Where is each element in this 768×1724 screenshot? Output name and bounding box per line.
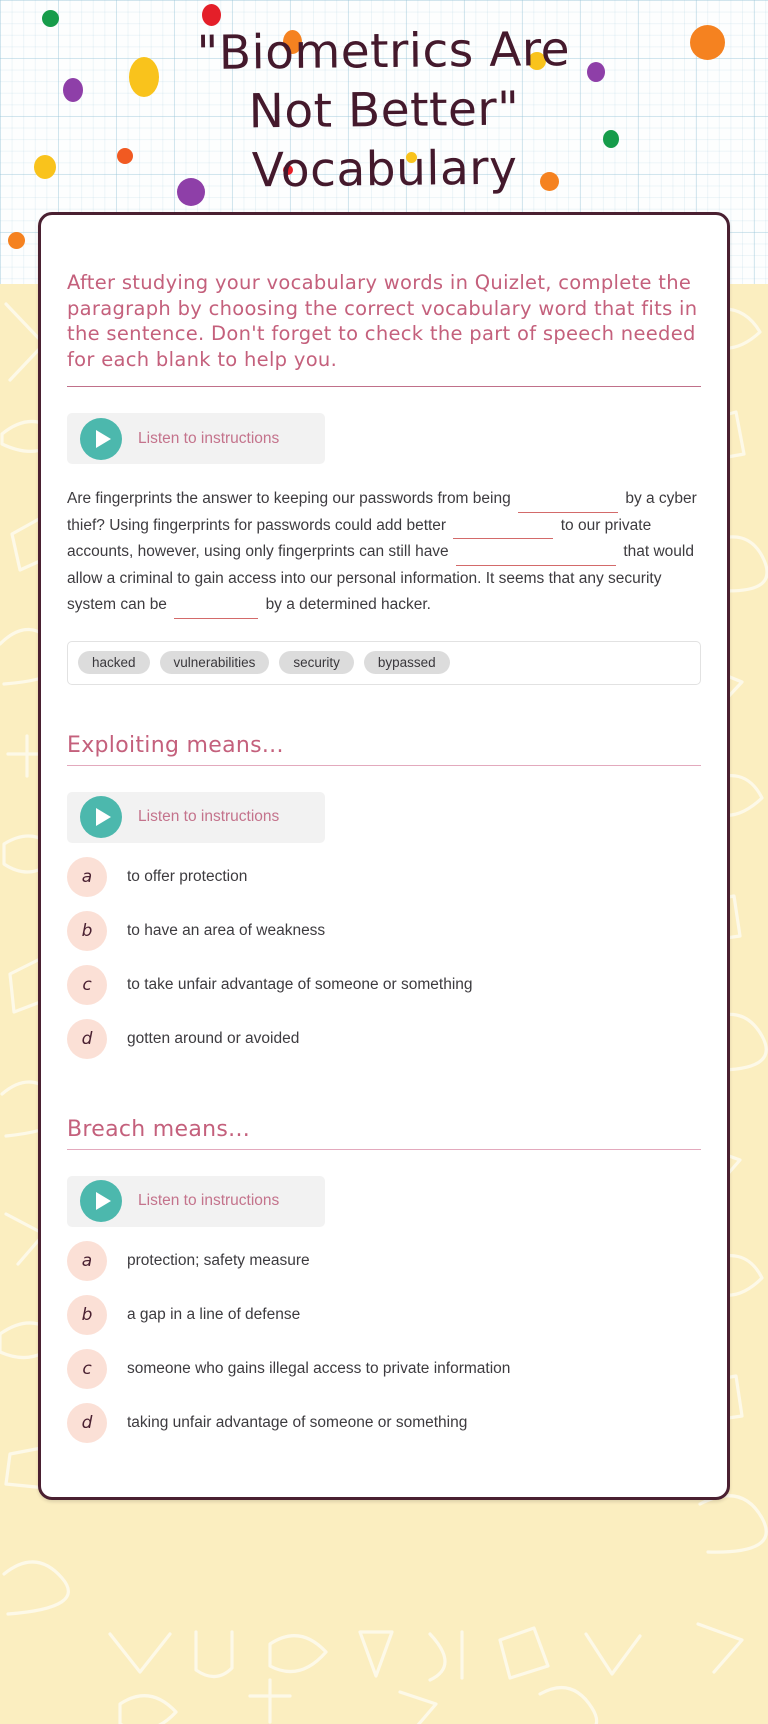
option-letter: b — [67, 911, 107, 951]
option-letter: c — [67, 1349, 107, 1389]
page-title — [0, 18, 768, 203]
listen-to-instructions-button-2[interactable] — [67, 792, 325, 843]
play-icon — [80, 1180, 122, 1222]
listen-to-instructions-button-3[interactable] — [67, 1176, 325, 1227]
option-letter: c — [67, 965, 107, 1005]
word-chip[interactable]: security — [279, 651, 354, 674]
answer-option-a[interactable] — [67, 857, 701, 897]
page-title-line-1: "Biometrics Are — [196, 22, 571, 81]
listen-label: Listen to instructions — [138, 429, 280, 447]
word-chip[interactable]: bypassed — [364, 651, 450, 674]
option-letter: b — [67, 1295, 107, 1335]
question-block-exploiting — [67, 733, 701, 1059]
answer-options — [67, 1241, 701, 1443]
worksheet-card — [38, 212, 730, 1500]
cloze-segment-1: Are fingerprints the answer to keeping our passwords from being — [67, 490, 511, 507]
question-block-breach — [67, 1117, 701, 1443]
option-letter: d — [67, 1403, 107, 1443]
answer-option-a[interactable] — [67, 1241, 701, 1281]
answer-option-d[interactable] — [67, 1019, 701, 1059]
paint-splat — [202, 4, 221, 26]
cloze-segment-4: that would allow a criminal to gain access into our personal information. It seems that any security system can be — [67, 543, 694, 613]
cloze-segment-2: by a cyber thief? Using fingerprints for passwords could add better — [67, 490, 697, 534]
answer-option-b[interactable] — [67, 911, 701, 951]
listen-to-instructions-button-1[interactable] — [67, 413, 325, 464]
option-text: to take unfair advantage of someone or something — [127, 975, 473, 993]
question-divider — [67, 1149, 701, 1150]
cloze-segment-3: to our private accounts, however, using only fingerprints can still have — [67, 516, 652, 560]
option-text: to offer protection — [127, 867, 248, 885]
cloze-blank-1[interactable] — [518, 493, 618, 513]
option-letter: a — [67, 1241, 107, 1281]
answer-options — [67, 857, 701, 1059]
instructions-divider — [67, 386, 701, 387]
question-divider — [67, 765, 701, 766]
page-title-line-3: Vocabulary — [251, 140, 518, 199]
option-text: gotten around or avoided — [127, 1029, 300, 1047]
page-title-line-2: Not Better" — [248, 81, 520, 140]
option-letter: d — [67, 1019, 107, 1059]
cloze-blank-2[interactable] — [453, 519, 553, 539]
answer-option-b[interactable] — [67, 1295, 701, 1335]
cloze-blank-3[interactable] — [456, 546, 616, 566]
listen-label: Listen to instructions — [138, 1192, 280, 1209]
listen-label: Listen to instructions — [138, 808, 280, 825]
word-chip[interactable]: vulnerabilities — [160, 651, 270, 674]
option-text: a gap in a line of defense — [127, 1305, 301, 1323]
option-text: taking unfair advantage of someone or something — [127, 1413, 468, 1431]
question-prompt: Exploiting means... — [67, 732, 284, 758]
paint-splat — [8, 232, 25, 249]
cloze-blank-4[interactable] — [174, 599, 258, 619]
cloze-segment-5: by a determined hacker. — [265, 596, 431, 613]
instructions-text: After studying your vocabulary words in Quizlet, complete the paragraph by choosing the correct vocabulary word that fits in the sentence. Don't forget to check the part of speech needed for each blank to help you. — [67, 271, 698, 371]
word-bank — [67, 641, 701, 685]
play-icon — [80, 796, 122, 838]
cloze-paragraph — [67, 486, 701, 619]
option-text: someone who gains illegal access to private information — [127, 1359, 511, 1377]
answer-option-d[interactable] — [67, 1403, 701, 1443]
option-text: to have an area of weakness — [127, 921, 326, 939]
answer-option-c[interactable] — [67, 965, 701, 1005]
word-chip[interactable]: hacked — [78, 651, 150, 674]
option-letter: a — [67, 857, 107, 897]
option-text: protection; safety measure — [127, 1251, 310, 1269]
play-icon — [80, 418, 122, 460]
answer-option-c[interactable] — [67, 1349, 701, 1389]
question-prompt: Breach means... — [67, 1116, 251, 1142]
